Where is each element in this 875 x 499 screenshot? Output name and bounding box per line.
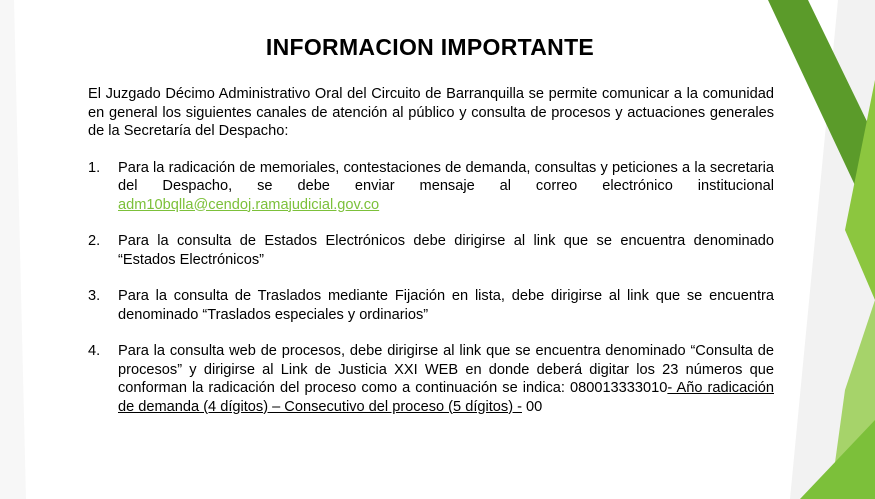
item-text: Para la consulta de Traslados mediante Fijación en lista, debe dirigirse al link que se encuentra denominado “Traslados especiales y ordinarios”	[118, 288, 774, 323]
item-text: Para la consulta de Estados Electrónicos debe dirigirse al link que se encuentra denominado “Estados Electrónicos”	[118, 233, 774, 268]
item-number: 1.	[88, 159, 101, 176]
item-text-body: Para la consulta web de procesos, debe dirigirse al link que se encuentra denominado “Consulta de procesos” y dirigirse al Link de Justicia XXI WEB en donde deberá digitar los 23 números que conforman la radicación del proceso como a continuación se indica: 080013333010	[118, 343, 774, 396]
list-item	[88, 287, 774, 324]
page-title: INFORMACION IMPORTANTE	[265, 34, 595, 60]
item-number: 3.	[88, 288, 101, 304]
corner-shade-left	[0, 0, 26, 499]
item-number: 4.	[88, 343, 101, 359]
item-text	[118, 159, 774, 215]
item-text	[118, 342, 774, 416]
list-item	[88, 159, 774, 215]
list-item	[88, 232, 774, 269]
email-link[interactable]: adm10bqlla@cendoj.ramajudicial.gov.co	[118, 196, 380, 213]
intro-paragraph: El Juzgado Décimo Administrativo Oral del Circuito de Barranquilla se permite comunicar a la comunidad en general los siguientes canales de atención al público y consulta de procesos y actuaciones generales de la Secretaría del Despacho:	[88, 86, 774, 139]
radicacion-format: - Año radicación de demanda (4 dígitos) – Consecutivo del proceso (5 dígitos) -	[118, 380, 774, 415]
item-text-body: Para la radicación de memoriales, contestaciones de demanda, consultas y peticiones a la secretaria del Despacho, se debe enviar mensaje al correo electrónico institucional	[118, 159, 774, 194]
list-item	[88, 342, 774, 416]
info-body	[88, 85, 774, 434]
radicacion-tail: 00	[521, 398, 543, 415]
item-number: 2.	[88, 233, 101, 249]
